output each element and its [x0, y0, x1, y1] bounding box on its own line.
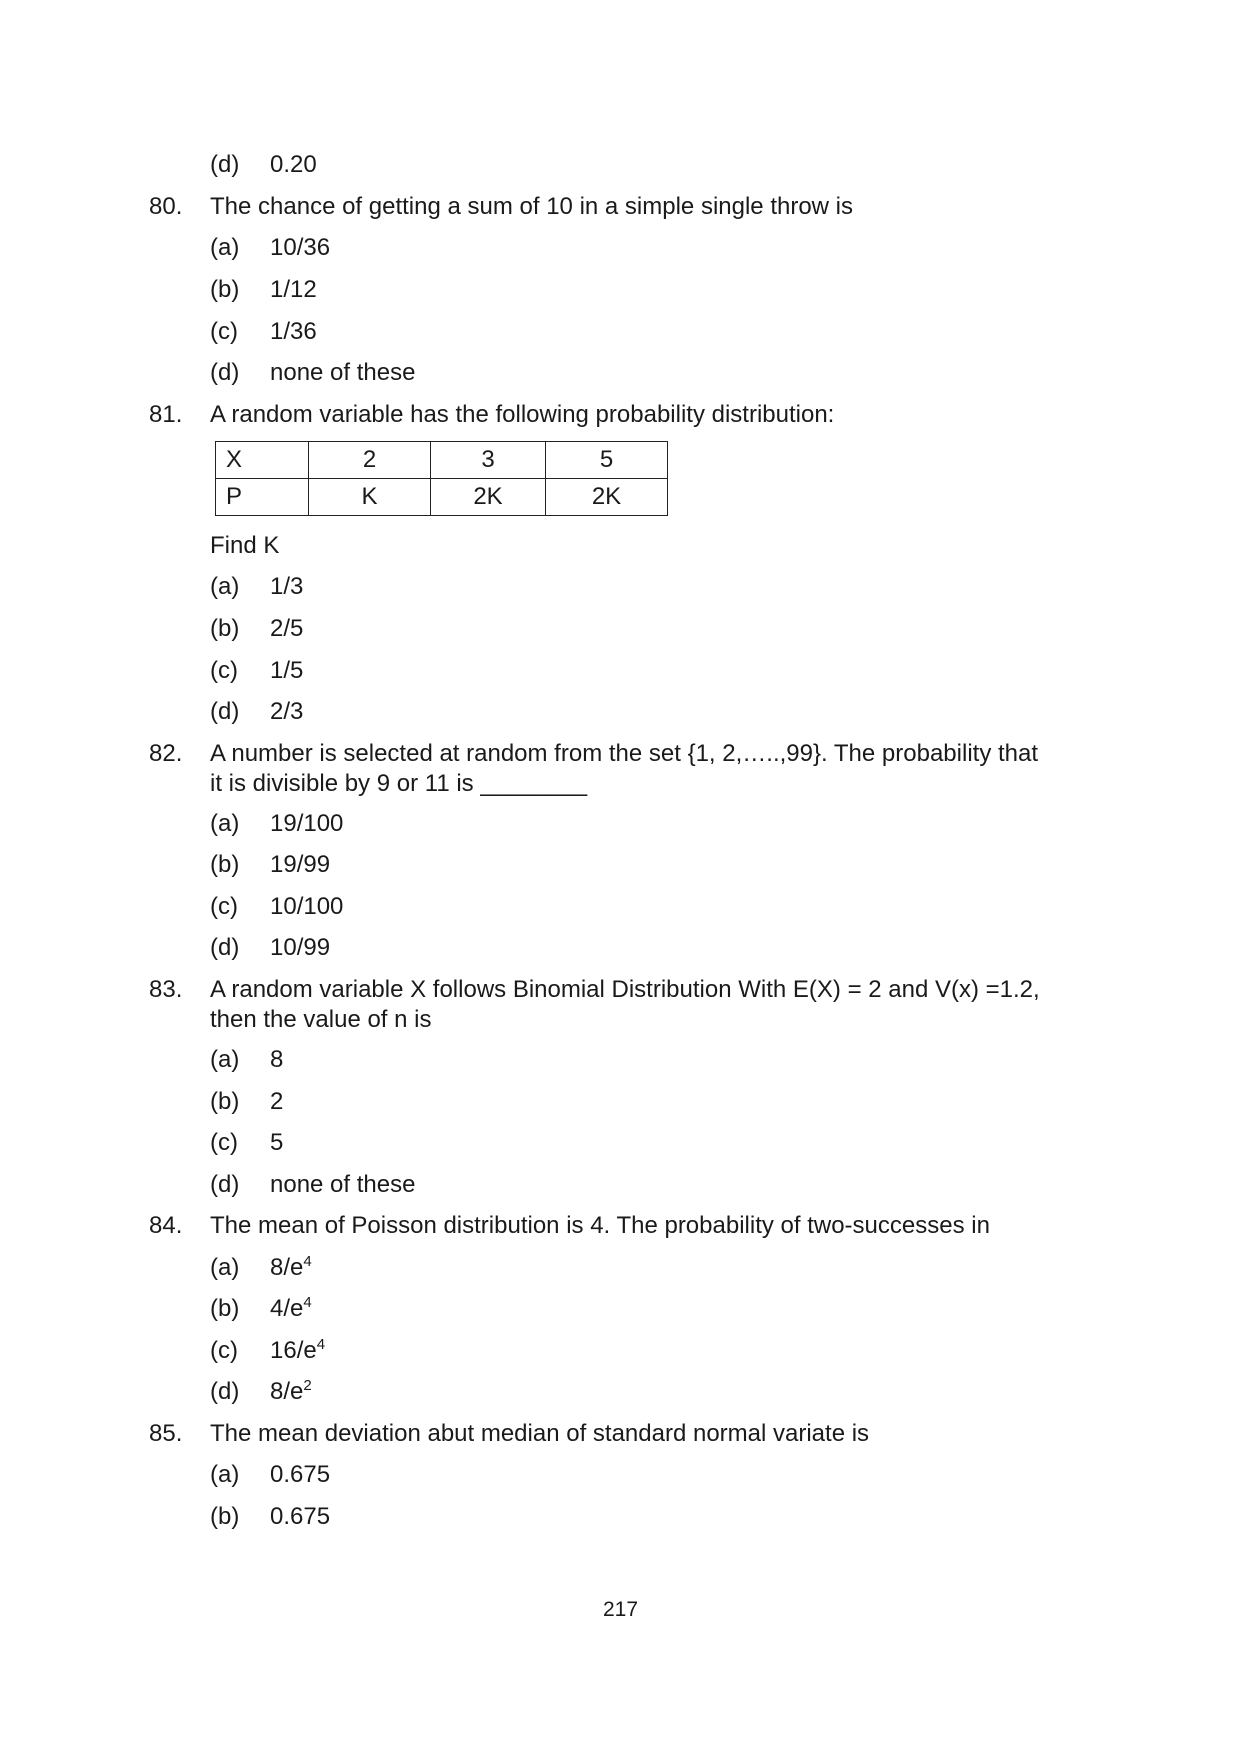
probability-distribution-table: [215, 441, 668, 516]
question-text: A random variable X follows Binomial Distribution With E(X) = 2 and V(x) =1.2,: [210, 976, 1040, 1003]
table-cell: 3: [431, 442, 546, 479]
question-number: 84.: [149, 1212, 183, 1239]
page-number: 217: [602, 1598, 639, 1621]
table-cell: 2: [309, 442, 431, 479]
question-text: The mean deviation abut median of standard normal variate is: [210, 1420, 870, 1447]
table-row: [216, 479, 668, 516]
question-number: 80.: [149, 193, 183, 220]
question-number: 85.: [149, 1420, 183, 1447]
question-text: A random variable has the following probability distribution:: [210, 401, 835, 428]
document-page: (d) 0.20 80. The chance of getting a sum of 10 in a simple single throw is (a) 10/36 (b) 1/12 (c) 1/36 (d) none of these 81. A random variable has the following probability distribution: X 2 3 5 P K 2K 2K Find K (a) 1/3 (b) 2/5 (c) 1/5 (d) 2/3 82. A number is selected at random from the set {1, 2,…..,99}. The probability that it is divisible by 9 or 11 is ________ (a) 19/100 (b) 19/99 (c) 10/100 (d) 10/99 83. A random variable X follows Binomial Distribution With E(X) = 2 and V(x) =1.2, then the value of n is (a) 8 (b) 2 (c) 5 (d) none of these 84. The mean of Poisson distribution is 4. The probability of two-successes in (a) $8/e^4$ (b) $4/e^4$ (c) $16/e^4$ (d) $8/e^2$ 85. The mean deviation abut median of standard normal variate is (a) 0.675 (b) 0.675 217: [0, 0, 1241, 1754]
question-number: 83.: [149, 976, 183, 1003]
question-number: 82.: [149, 740, 183, 767]
table-cell: K: [309, 479, 431, 516]
table-row: [216, 442, 668, 479]
question-text: The mean of Poisson distribution is 4. The probability of two-successes in: [210, 1212, 990, 1239]
table-cell: 2K: [546, 479, 668, 516]
question-number: 81.: [149, 401, 183, 428]
question-text: A number is selected at random from the set {1, 2,…..,99}. The probability that: [210, 740, 1039, 767]
table-cell: 2K: [431, 479, 546, 516]
table-cell: P: [216, 479, 309, 516]
table-cell: 5: [546, 442, 668, 479]
question-text: The chance of getting a sum of 10 in a simple single throw is: [210, 193, 854, 220]
table-cell: X: [216, 442, 309, 479]
